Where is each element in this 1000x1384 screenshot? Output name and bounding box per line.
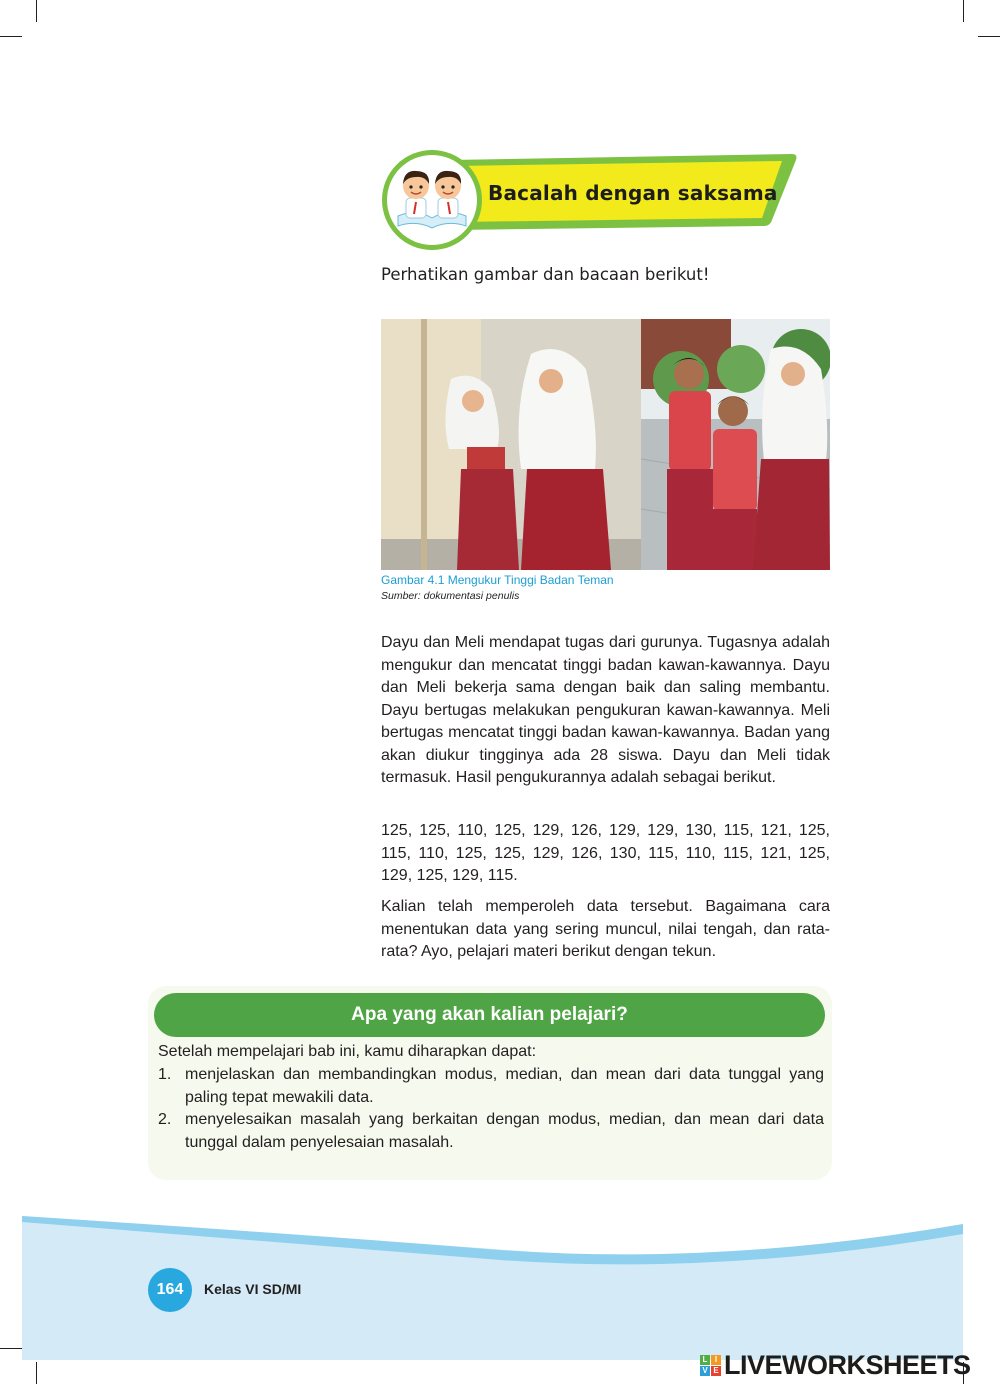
figure-photo [381, 319, 830, 570]
crop-mark [36, 0, 37, 22]
list-item-number: 2. [158, 1111, 172, 1128]
data-list: 125, 125, 110, 125, 129, 126, 129, 129, 130, 115, 121, 125, 115, 110, 125, 125, 129, 126, 130, 115, 110, 115, 121, 125, 129, 125, 129, 115. [381, 822, 830, 884]
list-item-text: menyelesaikan masalah yang berkaitan dengan modus, median, dan mean dari data tunggal dalam penyelesaian masalah. [185, 1111, 824, 1151]
section-banner-title: Bacalah dengan saksama [488, 181, 778, 205]
learning-objectives-header: Apa yang akan kalian pelajari? [154, 993, 825, 1037]
logo-letter: I [711, 1355, 721, 1365]
logo-letter: L [700, 1355, 710, 1365]
figure-caption: Gambar 4.1 Mengukur Tinggi Badan Teman [381, 573, 614, 587]
intro-text: Perhatikan gambar dan bacaan berikut! [381, 265, 710, 284]
learning-objectives-intro: Setelah mempelajari bab ini, kamu diharapkan dapat: [158, 1043, 537, 1060]
liveworksheets-logo [700, 1349, 971, 1381]
logo-grid-icon [700, 1355, 721, 1376]
figure-source: Sumber: dokumentasi penulis [381, 590, 520, 602]
list-item [158, 1109, 824, 1154]
list-item-number: 1. [158, 1066, 172, 1083]
crop-mark [0, 36, 22, 37]
crop-mark [978, 36, 1000, 37]
logo-letter: V [700, 1366, 710, 1376]
footer-label: Kelas VI SD/MI [204, 1281, 302, 1297]
logo-text: LIVEWORKSHEETS [724, 1349, 971, 1380]
paragraph: Dayu dan Meli mendapat tugas dari gurunya. Tugasnya adalah mengukur dan mencatat tinggi badan kawan-kawannya. Dayu dan Meli bekerja sama dengan baik dan saling membantu. Dayu bertugas melakukan pengukuran kawan-kawannya. Meli bertugas mencatat tinggi badan kawan-kawannya. Badan yang akan diukur tingginya ada 28 siswa. Dayu dan Meli tidak termasuk. Hasil pengukurannya adalah sebagai berikut. [381, 634, 830, 786]
crop-mark [963, 0, 964, 22]
list-item [158, 1064, 824, 1109]
list-item-text: menjelaskan dan membandingkan modus, median, dan mean dari data tunggal yang paling tepat mewakili data. [185, 1066, 824, 1106]
logo-letter: E [711, 1366, 721, 1376]
page-number-badge: 164 [148, 1268, 192, 1312]
learning-objectives-list [158, 1064, 824, 1154]
paragraph: Kalian telah memperoleh data tersebut. Bagaimana cara menentukan data yang sering muncul, nilai tengah, dan rata-rata? Ayo, pelajari materi berikut dengan tekun. [381, 898, 830, 960]
